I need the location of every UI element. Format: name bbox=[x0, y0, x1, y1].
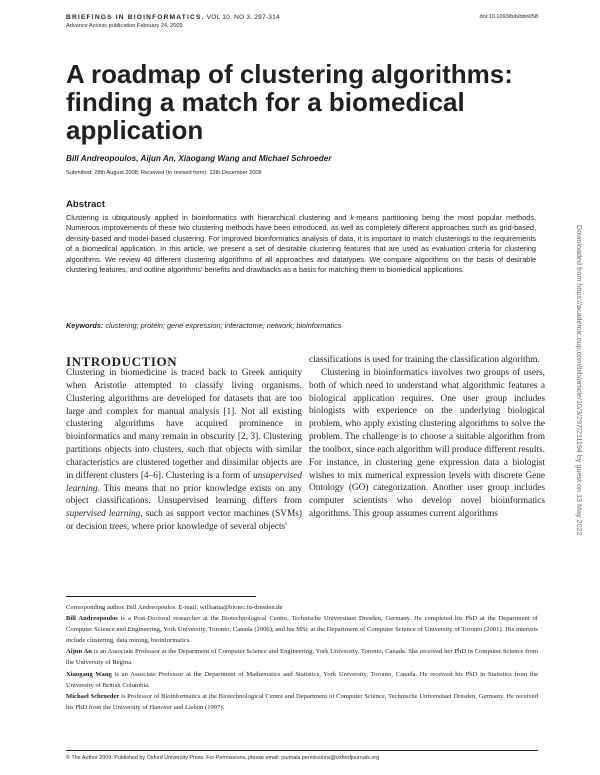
corresponding-author: Corresponding author. Bill Andreopoulos. E-mail: williama@biotec.tu-dresden.de bbox=[66, 604, 283, 611]
footnote-divider bbox=[66, 596, 256, 597]
author-bio-text: is a Post-Doctoral researcher at the Biotechnological Centre, Technische Universitaet Dresden, Germany. He completed his PhD at the Department of Computer Science and Engineering, York University, Toronto, Canada (2006), and his MSc at the Department of Computer Science of University of Toronto (2001). His interests include clustering, data mining, bioinformatics. bbox=[66, 615, 538, 645]
term-unsupervised-learning: unsupervised learning bbox=[66, 470, 302, 494]
author-bio bbox=[66, 613, 538, 646]
author-bio-name: Bill Andreopoulos bbox=[66, 615, 118, 623]
volume-info: VOL 10. NO 3. 297-314 bbox=[206, 14, 280, 21]
paragraph bbox=[66, 367, 302, 534]
term-supervised-learning: supervised learning bbox=[66, 509, 141, 520]
author-bio-text: is an Associate Professor at the Department of Computer Science and Engineering, York University, Toronto, Canada. She received her PhD in Computer Science from the University of Regina. bbox=[66, 648, 538, 667]
author-bio bbox=[66, 646, 538, 668]
copyright-footer: © The Author 2009. Published by Oxford University Press. For Permissions, please email: journals.permissions@oxfordjournals.org bbox=[66, 755, 380, 761]
author-bio-name: Xiaogang Wang bbox=[66, 670, 112, 678]
journal-header bbox=[66, 14, 280, 21]
paragraph: classifications is used for training the classification algorithm. bbox=[309, 355, 540, 365]
article-title: A roadmap of clustering algorithms: finding a match for a biomedical application bbox=[66, 59, 513, 145]
author-bio-name: Michael Schroeder bbox=[66, 692, 120, 700]
abstract-text-1: Clustering is ubiquitously applied in bioinformatics with hierarchical clustering and bbox=[66, 213, 351, 222]
author-notes bbox=[66, 602, 538, 713]
doi: doi:10.1093/bib/bbn058 bbox=[479, 14, 538, 20]
author-bio-name: Aijun An bbox=[66, 648, 92, 656]
submission-dates: Submitted: 28th August 2008; Received (in revised form): 12th December 2008 bbox=[66, 170, 262, 176]
section-heading-introduction: INTRODUCTION bbox=[66, 354, 178, 369]
body-column-left bbox=[66, 367, 302, 534]
keywords-list: clustering; protein; gene expression; interactome; network; bioinformatics bbox=[105, 321, 342, 330]
author-bio-text: is Professor of Bioinformatics at the Biotechnological Centre and Department of Computer Science, Technische Universitaet Dresden, Germany. He received his PhD from the University of Hanover and Lisbon (1997). bbox=[66, 692, 538, 711]
author-bio bbox=[66, 691, 538, 713]
intro-text-3: , such as support vector machines (SVMs) or decision trees, where prior knowledge of several objects' bbox=[66, 509, 302, 533]
body-column-right bbox=[309, 354, 545, 521]
abstract-heading: Abstract bbox=[66, 199, 105, 210]
download-watermark: Downloaded from https://academic.oup.com/bib/article/10/3/297/211194 by guest on 13 May 2022 bbox=[575, 225, 584, 536]
abstract-body bbox=[66, 213, 536, 275]
intro-text-1: Clustering in biomedicine is traced back to Greek antiquity when Aristotle attempted to classify living organisms. Clustering algorithms are developed for datasets that are too large and complex for manual analysis [1]. Not all existing clustering algorithms have acquired prominence in bioinformatics and many remain in obscurity [2, 3]. Clustering partitions objects into clusters, such that objects with similar characteristics are clustered together and dissimilar objects are in different clusters [4–6]. Clustering is a form of bbox=[66, 368, 302, 481]
author-bio-text: is an Associate Professor at the Department of Mathematics and Statistics, York University, Toronto, Canada. He received his PhD in Statistics from the University of British Columbia. bbox=[66, 670, 538, 689]
advance-access-line: Advance Access publication February 24, 2009 bbox=[66, 23, 183, 29]
intro-text-2: . This means that no prior knowledge exists on any object classifications. Unsupervised learning differs from bbox=[66, 483, 302, 507]
author-bio bbox=[66, 669, 538, 691]
author-list: Bill Andreopoulos, Aijun An, Xiaogang Wang and Michael Schroeder bbox=[66, 154, 332, 163]
keywords bbox=[66, 321, 536, 330]
keywords-label: Keywords: bbox=[66, 321, 104, 330]
journal-name: BRIEFINGS IN BIOINFORMATICS. bbox=[66, 14, 205, 21]
abstract-text-2: -means partitioning being the most popular methods. Numerous improvements of these two clustering methods have been introduced, as well as completely different approaches such as grid-based, density-based and model-based clustering. For improved bioinformatics analysis of data, it is important to match clusterings to the requirements of a biomedical application. In this article, we present a set of desirable clustering features that are used as evaluation criteria for clustering algorithms. We review 40 different clustering algorithms of all approaches and datatypes. We compare algorithms on the basis of desirable clustering features, and outline algorithms' benefits and drawbacks as a basis for matching them to biomedical applications. bbox=[66, 213, 536, 275]
paragraph: Clustering in bioinformatics involves two groups of users, both of which need to understand what algorithmic features a biological application requires. One user group includes biologists with experience on the underlying biological problem, who apply existing clustering algorithms to solve the problem. The challenge is to choose a suitable algorithm from the toolbox, since each algorithm will produce different results. For instance, in clustering gene expression data a biologist wishes to mix numerical expression levels with discrete Gene Ontology (GO) categorization. Another user group includes computer scientists who develop novel bioinformatics algorithms. This group assumes current algorithms bbox=[309, 367, 545, 520]
footer-divider bbox=[66, 750, 538, 751]
abstract-kmeans: k bbox=[350, 213, 354, 222]
